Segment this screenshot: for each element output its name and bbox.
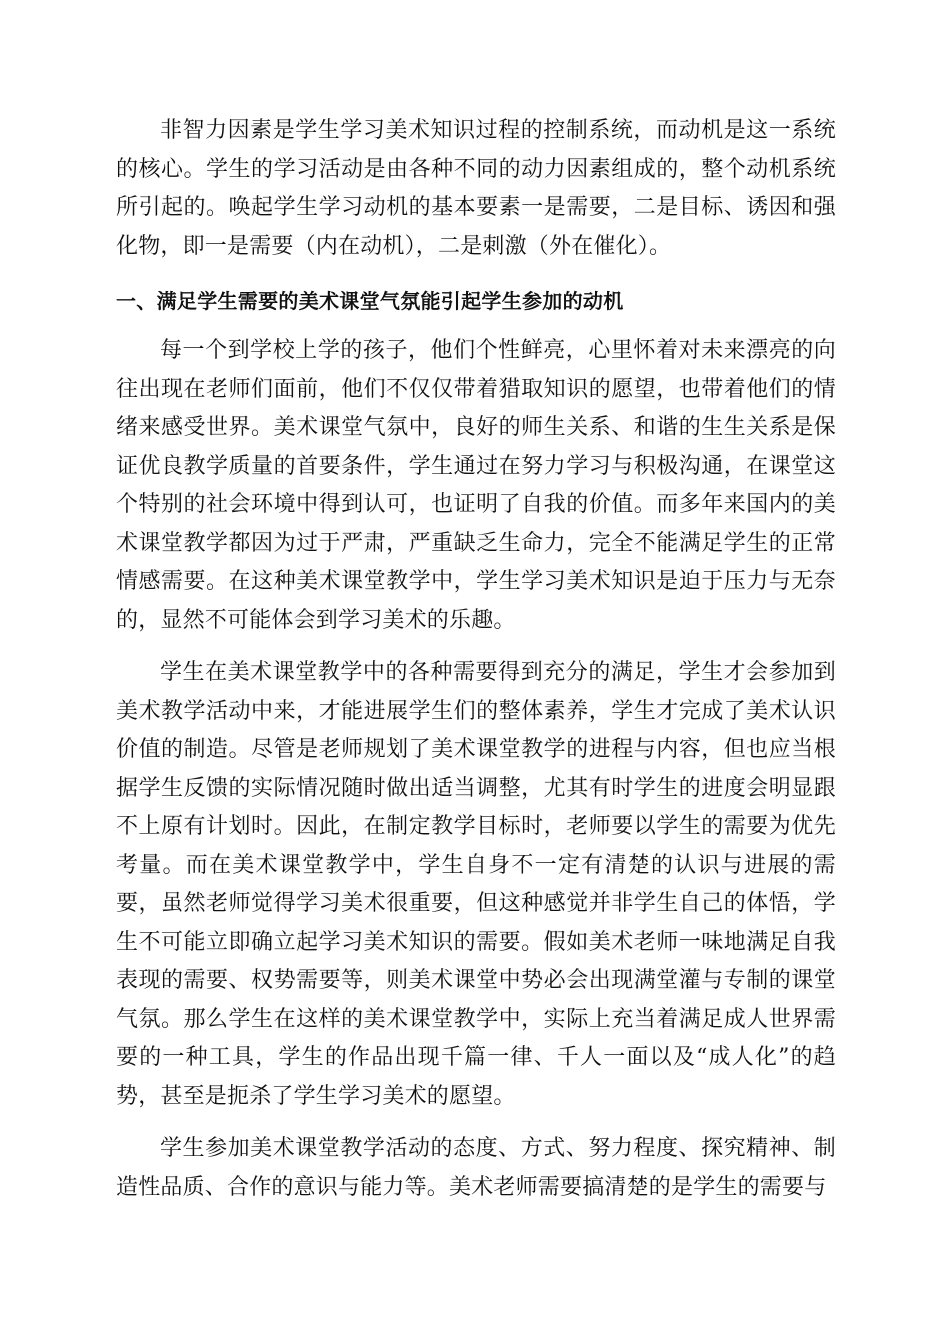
paragraph-student-needs: 每一个到学校上学的孩子，他们个性鲜亮，心里怀着对未来漂亮的向往出现在老师们面前，他们不仅仅带着猎取知识的愿望，也带着他们的情绪来感受世界。美术课堂气氛中，良好的师生关系、和谐的生生关系是保证优良教学质量的首要条件，学生通过在努力学习与积极沟通，在课堂这个特别的社会环境中得到认可，也证明了自我的价值。而多年来国内的美术课堂教学都因为过于严肃，严重缺乏生命力，完全不能满足学生的正常情感需要。在这种美术课堂教学中，学生学习美术知识是迫于压力与无奈的，显然不可能体会到学习美术的乐趣。 (116, 338, 836, 633)
paragraph-satisfaction: 学生在美术课堂教学中的各种需要得到充分的满足，学生才会参加到美术教学活动中来，才能进展学生们的整体素养，学生才完成了美术认识价值的制造。尽管是老师规划了美术课堂教学的进程与内容，但也应当根据学生反馈的实际情况随时做出适当调整，尤其有时学生的进度会明显跟不上原有计划时。因此，在制定教学目标时，老师要以学生的需要为优先考量。而在美术课堂教学中，学生自身不一定有清楚的认识与进展的需要，虽然老师觉得学习美术很重要，但这种感觉并非学生自己的体悟，学生不可能立即确立起学习美术知识的需要。假如美术老师一味地满足自我表现的需要、权势需要等，则美术课堂中势必会出现满堂灌与专制的课堂气氛。那么学生在这样的美术课堂教学中，实际上充当着满足成人世界需要的一种工具，学生的作品出现千篇一律、千人一面以及“成人化”的趋势，甚至是扼杀了学生学习美术的愿望。 (116, 660, 836, 1109)
paragraph-participation: 学生参加美术课堂教学活动的态度、方式、努力程度、探究精神、制造性品质、合作的意识与能力等。美术老师需要搞清楚的是学生的需要与 (116, 1136, 836, 1200)
document-body (116, 112, 836, 1207)
section-heading: 一、满足学生需要的美术课堂气氛能引起学生参加的动机 (116, 289, 624, 313)
paragraph-intro: 非智力因素是学生学习美术知识过程的控制系统，而动机是这一系统的核心。学生的学习活动是由各种不同的动力因素组成的，整个动机系统所引起的。唤起学生学习动机的基本要素一是需要，二是目标、诱因和强化物，即一是需要（内在动机），二是刺激（外在催化）。 (116, 118, 836, 259)
